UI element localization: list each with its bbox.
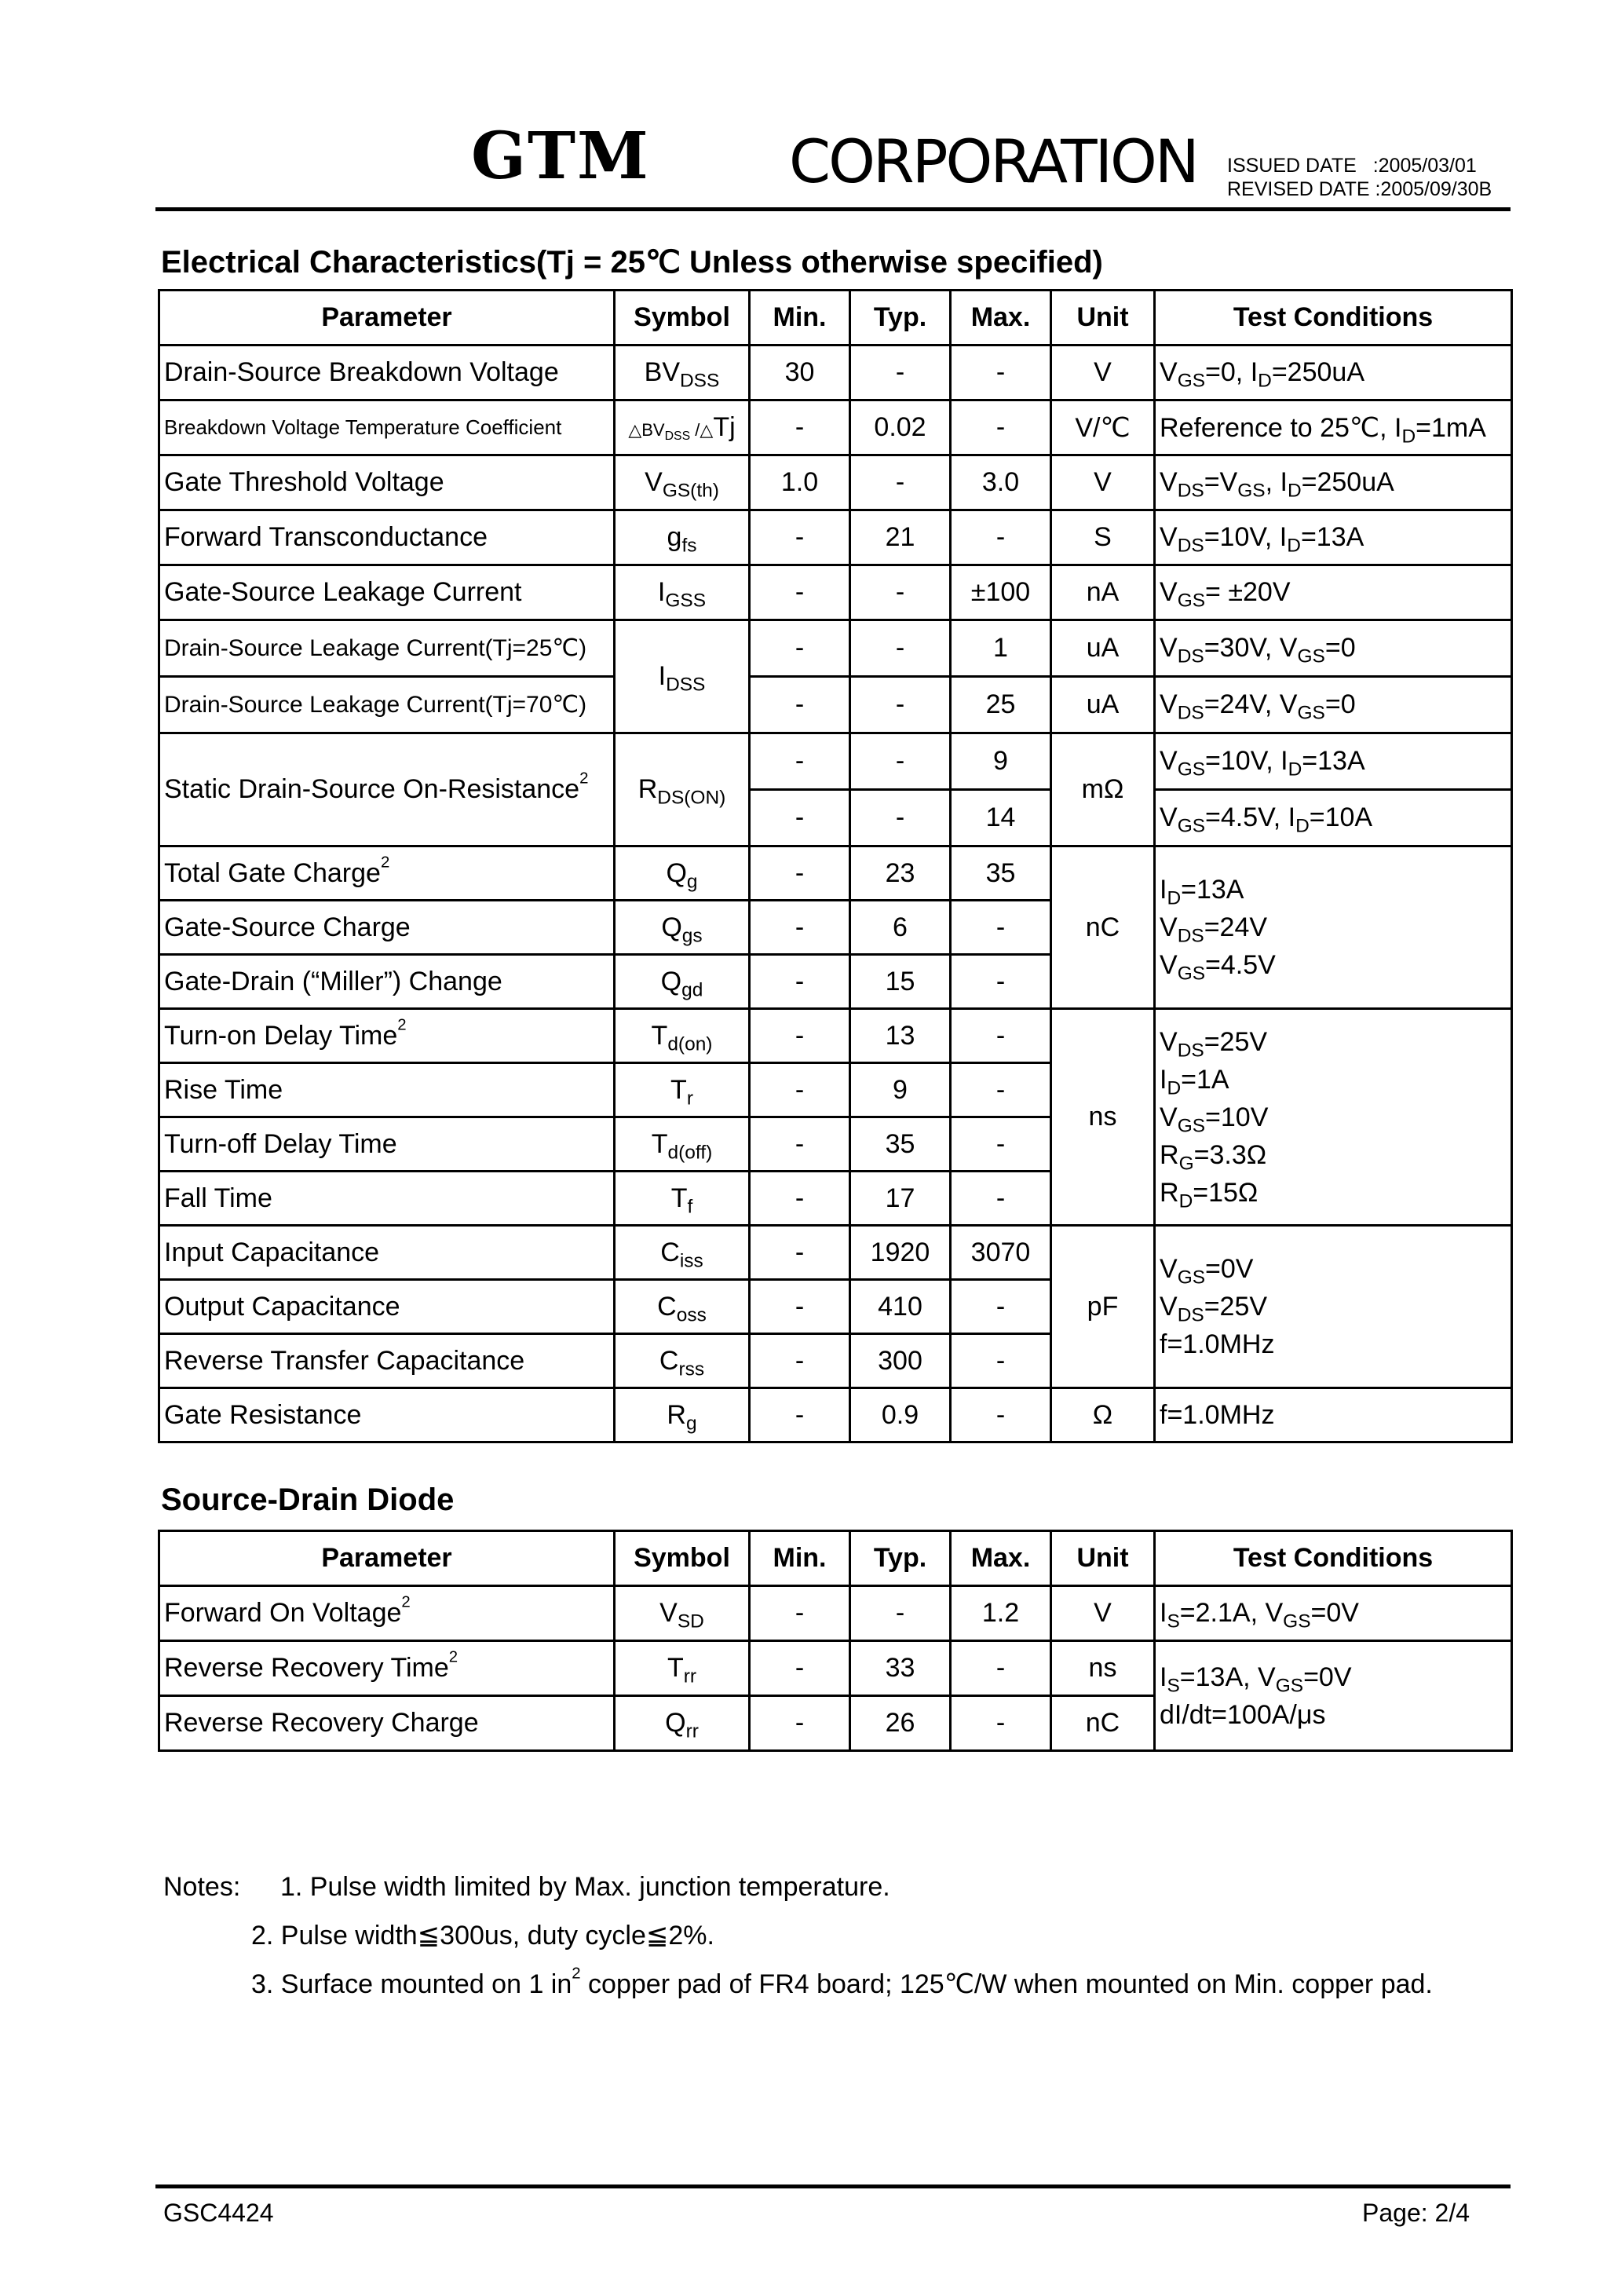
unit-cell: nC xyxy=(1051,1696,1155,1751)
typ-cell: - xyxy=(850,790,951,846)
min-cell: - xyxy=(750,1334,850,1388)
table-header-row xyxy=(159,1531,1512,1586)
symbol-cell: $R_g$ xyxy=(615,1388,750,1442)
symbol-cell: $g_{fs}$ xyxy=(615,510,750,565)
typ-cell: 33 xyxy=(850,1641,951,1696)
unit-cell: S xyxy=(1051,510,1155,565)
header-parameter: Parameter xyxy=(159,1531,615,1586)
min-cell: - xyxy=(750,1388,850,1442)
max-cell: - xyxy=(951,1696,1051,1751)
note-2: 2. Pulse width≦300us, duty cycle≦2%. xyxy=(251,1921,714,1951)
symbol-cell: $Q_g$ xyxy=(615,846,750,901)
max-cell: - xyxy=(951,345,1051,400)
typ-cell: - xyxy=(850,565,951,620)
typ-cell: 300 xyxy=(850,1334,951,1388)
electrical-characteristics-table xyxy=(158,289,1513,1443)
max-cell: ±100 xyxy=(951,565,1051,620)
min-cell: - xyxy=(750,790,850,846)
typ-cell: 6 xyxy=(850,901,951,955)
max-cell: - xyxy=(951,1063,1051,1117)
param-cell: Input Capacitance xyxy=(159,1226,615,1280)
param-cell: Turn-on Delay Time$^2$ xyxy=(159,1009,615,1063)
table-row xyxy=(159,846,1512,901)
symbol-cell: $V_{SD}$ xyxy=(615,1586,750,1641)
typ-cell: 23 xyxy=(850,846,951,901)
source-drain-diode-table xyxy=(158,1530,1513,1752)
symbol-cell: $Q_{gs}$ xyxy=(615,901,750,955)
typ-cell: 35 xyxy=(850,1117,951,1172)
header-parameter: Parameter xyxy=(159,291,615,345)
param-cell: Reverse Recovery Charge xyxy=(159,1696,615,1751)
condition-cell: $I_D=13A$ $V_{DS}=24V$ $V_{GS}=4.5V$ xyxy=(1155,846,1512,1009)
table-row xyxy=(159,733,1512,790)
header-unit: Unit xyxy=(1051,1531,1155,1586)
unit-cell: V xyxy=(1051,345,1155,400)
revised-label: REVISED DATE xyxy=(1227,178,1370,200)
max-cell: - xyxy=(951,1117,1051,1172)
notes-label: Notes: xyxy=(163,1872,241,1902)
issue-dates xyxy=(1227,154,1492,201)
min-cell: - xyxy=(750,955,850,1009)
max-cell: - xyxy=(951,1641,1051,1696)
min-cell: 1.0 xyxy=(750,455,850,510)
condition-cell: $V_{GS}=4.5V$, $I_D=10A$ xyxy=(1155,790,1512,846)
unit-cell: Ω xyxy=(1051,1388,1155,1442)
min-cell: - xyxy=(750,1280,850,1334)
header-symbol: Symbol xyxy=(615,1531,750,1586)
max-cell: 3.0 xyxy=(951,455,1051,510)
param-cell: Breakdown Voltage Temperature Coefficient xyxy=(159,400,615,455)
min-cell: - xyxy=(750,1009,850,1063)
typ-cell: 0.02 xyxy=(850,400,951,455)
condition-cell: $V_{GS}= \pm 20V$ xyxy=(1155,565,1512,620)
header-min: Min. xyxy=(750,1531,850,1586)
company-name: CORPORATION xyxy=(789,126,1197,196)
min-cell: - xyxy=(750,1586,850,1641)
symbol-cell: $BV_{DSS}$ xyxy=(615,345,750,400)
max-cell: - xyxy=(951,400,1051,455)
max-cell: 3070 xyxy=(951,1226,1051,1280)
typ-cell: - xyxy=(850,733,951,790)
max-cell: 9 xyxy=(951,733,1051,790)
param-cell: Drain-Source Leakage Current(Tj=25℃) xyxy=(159,620,615,677)
condition-cell: $I_S=13A$, $V_{GS}=0V$ dI/dt=100A/μs xyxy=(1155,1641,1512,1751)
symbol-cell: $C_{rss}$ xyxy=(615,1334,750,1388)
typ-cell: - xyxy=(850,345,951,400)
min-cell: - xyxy=(750,400,850,455)
min-cell: - xyxy=(750,677,850,733)
issued-label: ISSUED DATE xyxy=(1227,155,1357,177)
table-row xyxy=(159,1226,1512,1280)
param-cell: Turn-off Delay Time xyxy=(159,1117,615,1172)
typ-cell: 410 xyxy=(850,1280,951,1334)
param-text: Turn-on Delay Time xyxy=(164,1020,398,1051)
symbol-cell: $I_{DSS}$ xyxy=(615,620,750,733)
min-cell: - xyxy=(750,733,850,790)
max-cell: - xyxy=(951,901,1051,955)
symbol-cell: $C_{iss}$ xyxy=(615,1226,750,1280)
min-cell: - xyxy=(750,1172,850,1226)
document-id: GSC4424 xyxy=(163,2199,274,2227)
symbol-cell: $T_{d(on)}$ xyxy=(615,1009,750,1063)
table-row xyxy=(159,510,1512,565)
symbol-cell: $I_{GSS}$ xyxy=(615,565,750,620)
note-3-end: copper pad of FR4 board; 125℃/W when mounted on Min. copper pad. xyxy=(580,1969,1433,1999)
max-cell: 25 xyxy=(951,677,1051,733)
typ-cell: 13 xyxy=(850,1009,951,1063)
min-cell: - xyxy=(750,620,850,677)
param-cell: Gate-Source Charge xyxy=(159,901,615,955)
min-cell: - xyxy=(750,510,850,565)
max-cell: - xyxy=(951,1388,1051,1442)
param-cell: Drain-Source Breakdown Voltage xyxy=(159,345,615,400)
param-cell: Output Capacitance xyxy=(159,1280,615,1334)
typ-cell: 21 xyxy=(850,510,951,565)
symbol-cell: $T_r$ xyxy=(615,1063,750,1117)
table-row xyxy=(159,345,1512,400)
max-cell: 14 xyxy=(951,790,1051,846)
brand-logo: GTM xyxy=(471,119,650,194)
min-cell: - xyxy=(750,1226,850,1280)
condition-cell: Reference to 25℃, $I_D=1mA$ xyxy=(1155,400,1512,455)
condition-cell: $V_{GS}=0$, $I_D=250uA$ xyxy=(1155,345,1512,400)
footer-divider xyxy=(155,2184,1511,2188)
table-header-row xyxy=(159,291,1512,345)
header-typ: Typ. xyxy=(850,291,951,345)
max-cell: 1.2 xyxy=(951,1586,1051,1641)
condition-cell: $V_{DS}=24V$, $V_{GS}=0$ xyxy=(1155,677,1512,733)
revised-date: :2005/09/30B xyxy=(1375,178,1492,200)
unit-cell: ns xyxy=(1051,1641,1155,1696)
unit-cell: V xyxy=(1051,455,1155,510)
typ-cell: 9 xyxy=(850,1063,951,1117)
condition-cell: $V_{DS}=25V$ $I_D=1A$ $V_{GS}=10V$ $R_G=3.3\Omega$ $R_D=15\Omega$ xyxy=(1155,1009,1512,1226)
table-row xyxy=(159,400,1512,455)
header-typ: Typ. xyxy=(850,1531,951,1586)
min-cell: - xyxy=(750,565,850,620)
condition-cell: $V_{DS}=V_{GS}$, $I_D=250uA$ xyxy=(1155,455,1512,510)
issued-date: :2005/03/01 xyxy=(1372,155,1477,177)
param-text: Static Drain-Source On-Resistance xyxy=(164,774,580,804)
page-number: Page: 2/4 xyxy=(1362,2199,1470,2227)
header-symbol: Symbol xyxy=(615,291,750,345)
typ-cell: - xyxy=(850,455,951,510)
unit-cell: nC xyxy=(1051,846,1155,1009)
table-row xyxy=(159,620,1512,677)
max-cell: - xyxy=(951,955,1051,1009)
typ-cell: - xyxy=(850,677,951,733)
table-row xyxy=(159,1009,1512,1063)
typ-cell: 0.9 xyxy=(850,1388,951,1442)
condition-cell: $I_S=2.1A$, $V_{GS}=0V$ xyxy=(1155,1586,1512,1641)
max-cell: - xyxy=(951,1334,1051,1388)
param-cell: Static Drain-Source On-Resistance$^2$ xyxy=(159,733,615,846)
param-cell: Rise Time xyxy=(159,1063,615,1117)
param-text: Forward On Voltage xyxy=(164,1598,402,1628)
max-cell: - xyxy=(951,1280,1051,1334)
symbol-cell: $V_{GS(th)}$ xyxy=(615,455,750,510)
unit-cell: ns xyxy=(1051,1009,1155,1226)
unit-cell: pF xyxy=(1051,1226,1155,1388)
condition-cell: $V_{GS}=10V$, $I_D=13A$ xyxy=(1155,733,1512,790)
param-cell: Gate-Source Leakage Current xyxy=(159,565,615,620)
min-cell: - xyxy=(750,1641,850,1696)
param-cell: Total Gate Charge$^2$ xyxy=(159,846,615,901)
min-cell: - xyxy=(750,846,850,901)
table-row xyxy=(159,455,1512,510)
unit-cell: nA xyxy=(1051,565,1155,620)
typ-cell: 26 xyxy=(850,1696,951,1751)
min-cell: - xyxy=(750,1117,850,1172)
condition-cell: $V_{GS}=0V$ $V_{DS}=25V$ f=1.0MHz xyxy=(1155,1226,1512,1388)
max-cell: 35 xyxy=(951,846,1051,901)
param-cell: Gate Threshold Voltage xyxy=(159,455,615,510)
unit-cell: uA xyxy=(1051,677,1155,733)
header-test-conditions: Test Conditions xyxy=(1155,1531,1512,1586)
param-text: Total Gate Charge xyxy=(164,857,381,888)
symbol-cell: $Q_{rr}$ xyxy=(615,1696,750,1751)
min-cell: - xyxy=(750,1063,850,1117)
symbol-cell: $T_{d(off)}$ xyxy=(615,1117,750,1172)
source-drain-diode-title: Source-Drain Diode xyxy=(161,1483,455,1517)
param-cell: Reverse Recovery Time$^2$ xyxy=(159,1641,615,1696)
max-cell: 1 xyxy=(951,620,1051,677)
note-1: 1. Pulse width limited by Max. junction temperature. xyxy=(280,1872,890,1902)
unit-cell: V/℃ xyxy=(1051,400,1155,455)
param-cell: Forward On Voltage$^2$ xyxy=(159,1586,615,1641)
min-cell: - xyxy=(750,901,850,955)
unit-cell: mΩ xyxy=(1051,733,1155,846)
condition-cell: f=1.0MHz xyxy=(1155,1388,1512,1442)
table-row xyxy=(159,1641,1512,1696)
symbol-cell: $T_{rr}$ xyxy=(615,1641,750,1696)
header-test-conditions: Test Conditions xyxy=(1155,291,1512,345)
typ-cell: - xyxy=(850,1586,951,1641)
param-cell: Forward Transconductance xyxy=(159,510,615,565)
symbol-cell: $T_f$ xyxy=(615,1172,750,1226)
symbol-cell: $Q_{gd}$ xyxy=(615,955,750,1009)
param-cell: Gate-Drain (“Miller”) Change xyxy=(159,955,615,1009)
param-cell: Fall Time xyxy=(159,1172,615,1226)
symbol-cell: $\triangle BV_{DSS}$ /△Tj xyxy=(615,400,750,455)
unit-cell: uA xyxy=(1051,620,1155,677)
header-max: Max. xyxy=(951,1531,1051,1586)
symbol-cell: $C_{oss}$ xyxy=(615,1280,750,1334)
max-cell: - xyxy=(951,510,1051,565)
typ-cell: 17 xyxy=(850,1172,951,1226)
unit-cell: V xyxy=(1051,1586,1155,1641)
table-row xyxy=(159,1586,1512,1641)
electrical-characteristics-title: Electrical Characteristics(Tj = 25℃ Unless otherwise specified) xyxy=(161,245,1103,280)
typ-cell: - xyxy=(850,620,951,677)
typ-cell: 1920 xyxy=(850,1226,951,1280)
header-divider xyxy=(155,207,1511,211)
table-row xyxy=(159,1388,1512,1442)
min-cell: - xyxy=(750,1696,850,1751)
table-row xyxy=(159,565,1512,620)
symbol-cell: $R_{DS(ON)}$ xyxy=(615,733,750,846)
header-min: Min. xyxy=(750,291,850,345)
min-cell: 30 xyxy=(750,345,850,400)
note-3-start: 3. Surface mounted on 1 in xyxy=(251,1969,572,1999)
typ-cell: 15 xyxy=(850,955,951,1009)
param-cell: Gate Resistance xyxy=(159,1388,615,1442)
header-unit: Unit xyxy=(1051,291,1155,345)
condition-cell: $V_{DS}=30V$, $V_{GS}=0$ xyxy=(1155,620,1512,677)
max-cell: - xyxy=(951,1172,1051,1226)
note-3: 3. Surface mounted on 1 $in^2$ copper pad of FR4 board; 125℃/W when mounted on Min. copper pad. xyxy=(251,1965,1433,1999)
param-cell: Reverse Transfer Capacitance xyxy=(159,1334,615,1388)
max-cell: - xyxy=(951,1009,1051,1063)
condition-cell: $V_{DS}=10V$, $I_D=13A$ xyxy=(1155,510,1512,565)
header-max: Max. xyxy=(951,291,1051,345)
table-row xyxy=(159,677,1512,733)
param-cell: Drain-Source Leakage Current(Tj=70℃) xyxy=(159,677,615,733)
param-text: Reverse Recovery Time xyxy=(164,1653,449,1683)
